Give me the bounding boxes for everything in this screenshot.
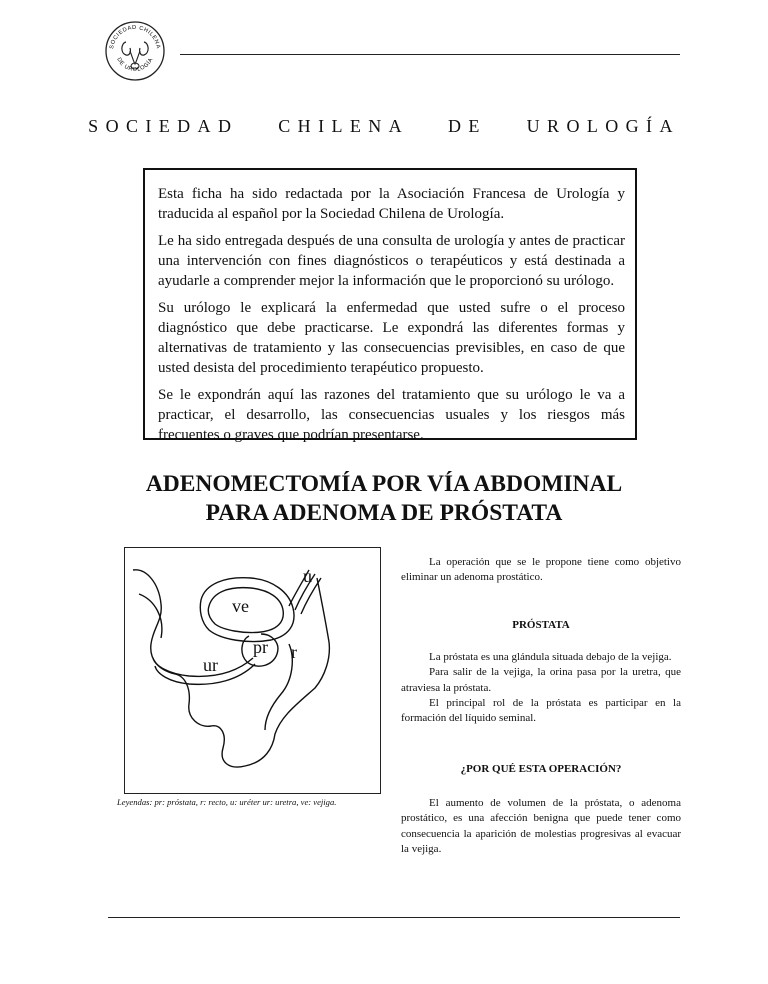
label-prostate: pr — [253, 637, 268, 657]
label-bladder: ve — [232, 596, 249, 616]
why-paragraph-1: El aumento de volumen de la próstata, o adenoma prostático, es una afección benigna que puede tener como consecuencia la aparición de molestias progresivas al evacuar la vejiga. — [401, 797, 681, 855]
prostate-paragraph-3: El principal rol de la próstata es participar en la formación del líquido seminal. — [401, 696, 681, 725]
document-title — [100, 470, 668, 528]
prostate-paragraph-2: Para salir de la vejiga, la orina pasa por la uretra, que atraviesa la próstata. — [401, 666, 681, 694]
label-rectum: r — [291, 642, 297, 662]
section-why-body — [401, 796, 681, 857]
logo-text-bottom: DE UROLOGÍA — [115, 56, 155, 73]
section-heading-why: ¿POR QUÉ ESTA OPERACIÓN? — [460, 763, 622, 775]
intro-paragraph-1: Esta ficha ha sido redactada por la Asociación Francesa de Urología y traducida al español por la Sociedad Chilena de Urología. — [158, 186, 625, 222]
section-prostate — [401, 618, 681, 633]
intro-paragraph-4: Se le expondrán aquí las razones del tratamiento que su urólogo le va a practicar, el desarrollo, las consecuencias usuales y los riesgos más frecuentes o graves que podrían presentarse. — [158, 387, 625, 443]
organization-title: SOCIEDAD CHILENA DE UROLOGÍA — [88, 116, 680, 137]
figure-legend: Leyendas: pr: próstata, r: recto, u: uréter ur: uretra, ve: vejiga. — [117, 797, 337, 807]
logo-text-top: SOCIEDAD CHILENA — [109, 24, 161, 50]
header-rule — [180, 54, 680, 55]
label-ureter: u — [303, 566, 312, 586]
intro-box — [143, 168, 637, 443]
document-title-line-2: PARA ADENOMA DE PRÓSTATA — [205, 500, 563, 526]
intro-paragraph-2: Le ha sido entregada después de una consulta de urología y antes de practicar una intervención con fines diagnósticos o terapéuticos y está destinada a ayudarle a comprender mejor la información que le proporcionó su urólogo. — [158, 233, 625, 289]
label-urethra: ur — [203, 655, 218, 675]
intro-paragraph-3: Su urólogo le explicará la enfermedad que usted sufre o el proceso diagnóstico que debe practicarse. Le expondrá las diferentes formas y alternativas de tratamiento y las consecuencias previsibles, en caso de que usted desista del procedimiento terapéutico propuesto. — [158, 300, 625, 376]
anatomy-figure — [124, 547, 381, 794]
section-prostate-body — [401, 650, 681, 726]
section-heading-prostate: PRÓSTATA — [512, 619, 570, 631]
footer-rule — [108, 917, 680, 918]
society-logo — [104, 20, 166, 82]
anatomy-drawing — [125, 548, 382, 795]
document-title-line-1: ADENOMECTOMÍA POR VÍA ABDOMINAL — [145, 471, 623, 497]
society-logo-emblem — [104, 20, 166, 82]
operation-purpose: La operación que se le propone tiene como objetivo eliminar un adenoma prostático. — [401, 556, 681, 584]
right-column-intro — [401, 555, 681, 586]
prostate-paragraph-1: La próstata es una glándula situada debajo de la vejiga. — [429, 651, 672, 663]
section-why — [401, 762, 681, 777]
